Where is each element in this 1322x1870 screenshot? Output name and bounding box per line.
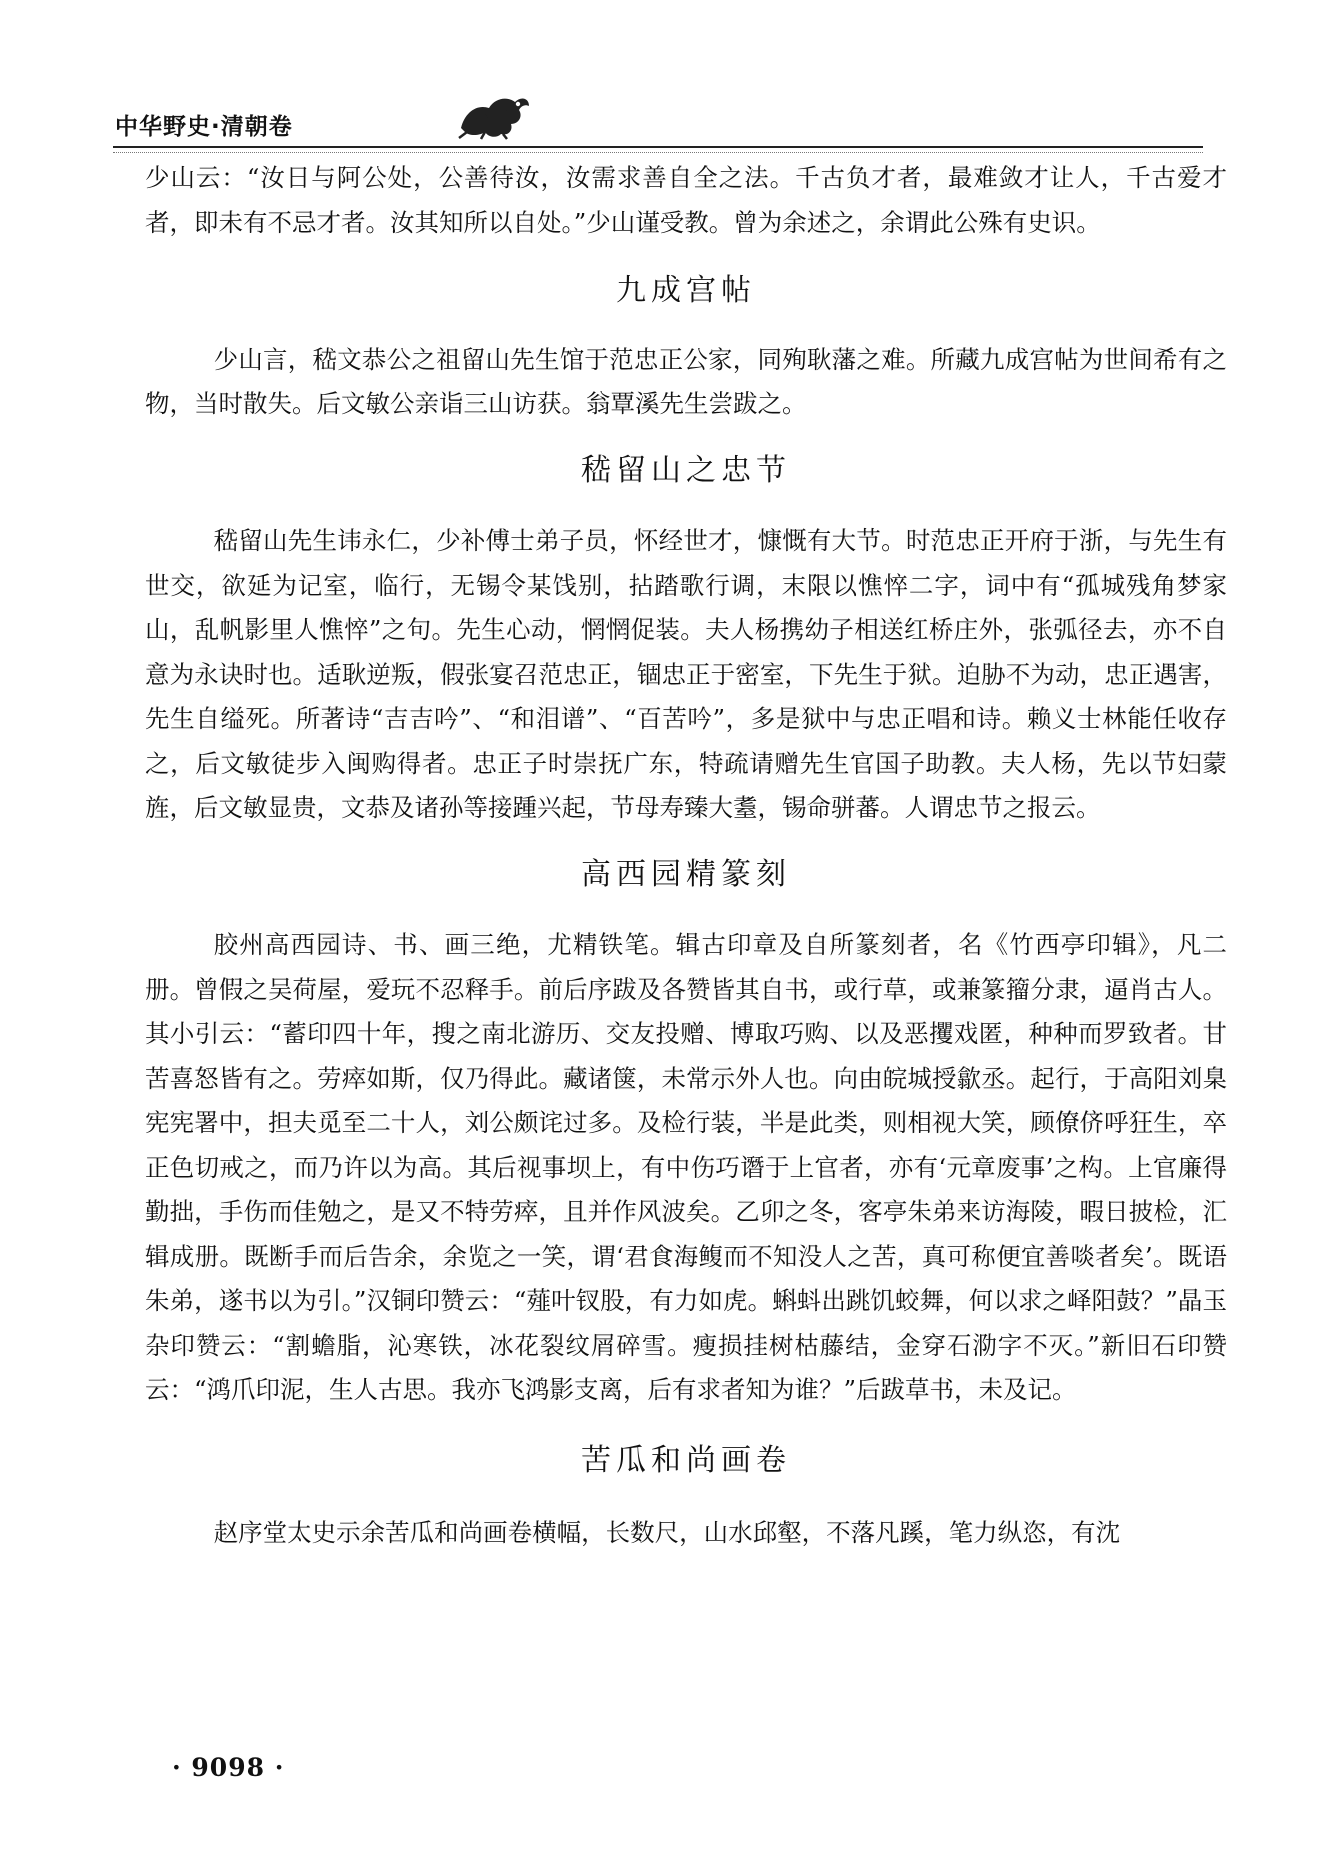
- section-title: 嵇留山之忠节: [581, 452, 791, 488]
- page-number: · 9098 ·: [172, 1753, 285, 1782]
- section-title: 苦瓜和尚画卷: [581, 1442, 791, 1478]
- dragon-icon: [455, 88, 533, 140]
- header-dotted-rule: [113, 152, 1203, 153]
- section-paragraph: 嵇留山先生讳永仁，少补傅士弟子员，怀经世才，慷慨有大节。时范忠正开府于浙，与先生有世交，欲延为记室，临行，无锡令某饯别，拈踏歌行调，末限以憔悴二字，词中有“孤城残角梦家山，乱帆影里人憔悴”之句。先生心动，惘惘促装。夫人杨携幼子相送红桥庄外，张弧径去，亦不自意为永诀时也。适耿逆叛，假张宴召范忠正，锢忠正于密室，下先生于狱。迫胁不为动，忠正遇害，先生自缢死。所著诗“吉吉吟”、“和泪谱”、“百苦吟”，多是狱中与忠正唱和诗。赖义士林能任收存之，后文敏徒步入闽购得者。忠正子时崇抚广东，特疏请赠先生官国子助教。夫人杨，先以节妇蒙旌，后文敏显贵，文恭及诸孙等接踵兴起，节母寿臻大耋，锡命骈蕃。人谓忠节之报云。: [145, 526, 1227, 822]
- section-paragraph: 赵序堂太史示余苦瓜和尚画卷横幅，长数尺，山水邱壑，不落凡蹊，笔力纵恣，有沈: [213, 1518, 1121, 1547]
- section-title: 九成宫帖: [616, 273, 756, 308]
- section-title: 高西园精篆刻: [581, 856, 791, 892]
- running-head-title: 中华野史·清朝卷: [115, 114, 293, 140]
- section-paragraph: 胶州高西园诗、书、画三绝，尤精铁笔。辑古印章及自所篆刻者，名《竹西亭印辑》，凡二册。曾假之吴荷屋，爱玩不忍释手。前后序跋及各赞皆其自书，或行草，或兼篆籀分隶，逼肖古人。其小引云：“蓄印四十年，搜之南北游历、交友投赠、博取巧购、以及恶攫戏匿，种种而罗致者。甘苦喜怒皆有之。劳瘁如斯，仅乃得此。藏诸箧，未常示外人也。向由皖城授歙丞。起行，于高阳刘臬宪宪署中，担夫觅至二十人，刘公颇诧过多。及检行装，半是此类，则相视大笑，顾僚侪呼狂生，卒正色切戒之，而乃许以为高。其后视事坝上，有中伤巧谮于上官者，亦有‘元章废事’之构。上官廉得勤拙，手伤而佳勉之，是又不特劳瘁，且并作风波矣。乙卯之冬，客亭朱弟来访海陵，暇日披检，汇辑成册。既断手而后告余，余览之一笑，谓‘君食海鳆而不知没人之苦，真可称便宜善啖者矣’。既语朱弟，遂书以为引。”汉铜印赞云：“薤叶钗股，有力如虎。蝌蚪出跳饥蛟舞，何以求之峄阳鼓？”晶玉杂印赞云：“割蟾脂，沁寒铁，冰花裂纹屑碎雪。瘦损挂树枯藤结，金穿石泐字不灭。”新旧石印赞云：“鸿爪印泥，生人古思。我亦飞鸿影支离，后有求者知为谁？”后跋草书，未及记。: [145, 930, 1227, 1404]
- body-text: [145, 156, 1227, 1556]
- continuation-paragraph: 少山云：“汝日与阿公处，公善待汝，汝需求善自全之法。千古负才者，最难敛才让人，千古爱才者，即未有不忌才者。汝其知所以自处。”少山谨受教。曾为余述之，余谓此公殊有史识。: [145, 163, 1227, 237]
- header-rule: [113, 146, 1203, 148]
- section-paragraph: 少山言，嵇文恭公之祖留山先生馆于范忠正公家，同殉耿藩之难。所藏九成宫帖为世间希有之物，当时散失。后文敏公亲诣三山访获。翁覃溪先生尝跋之。: [145, 344, 1227, 418]
